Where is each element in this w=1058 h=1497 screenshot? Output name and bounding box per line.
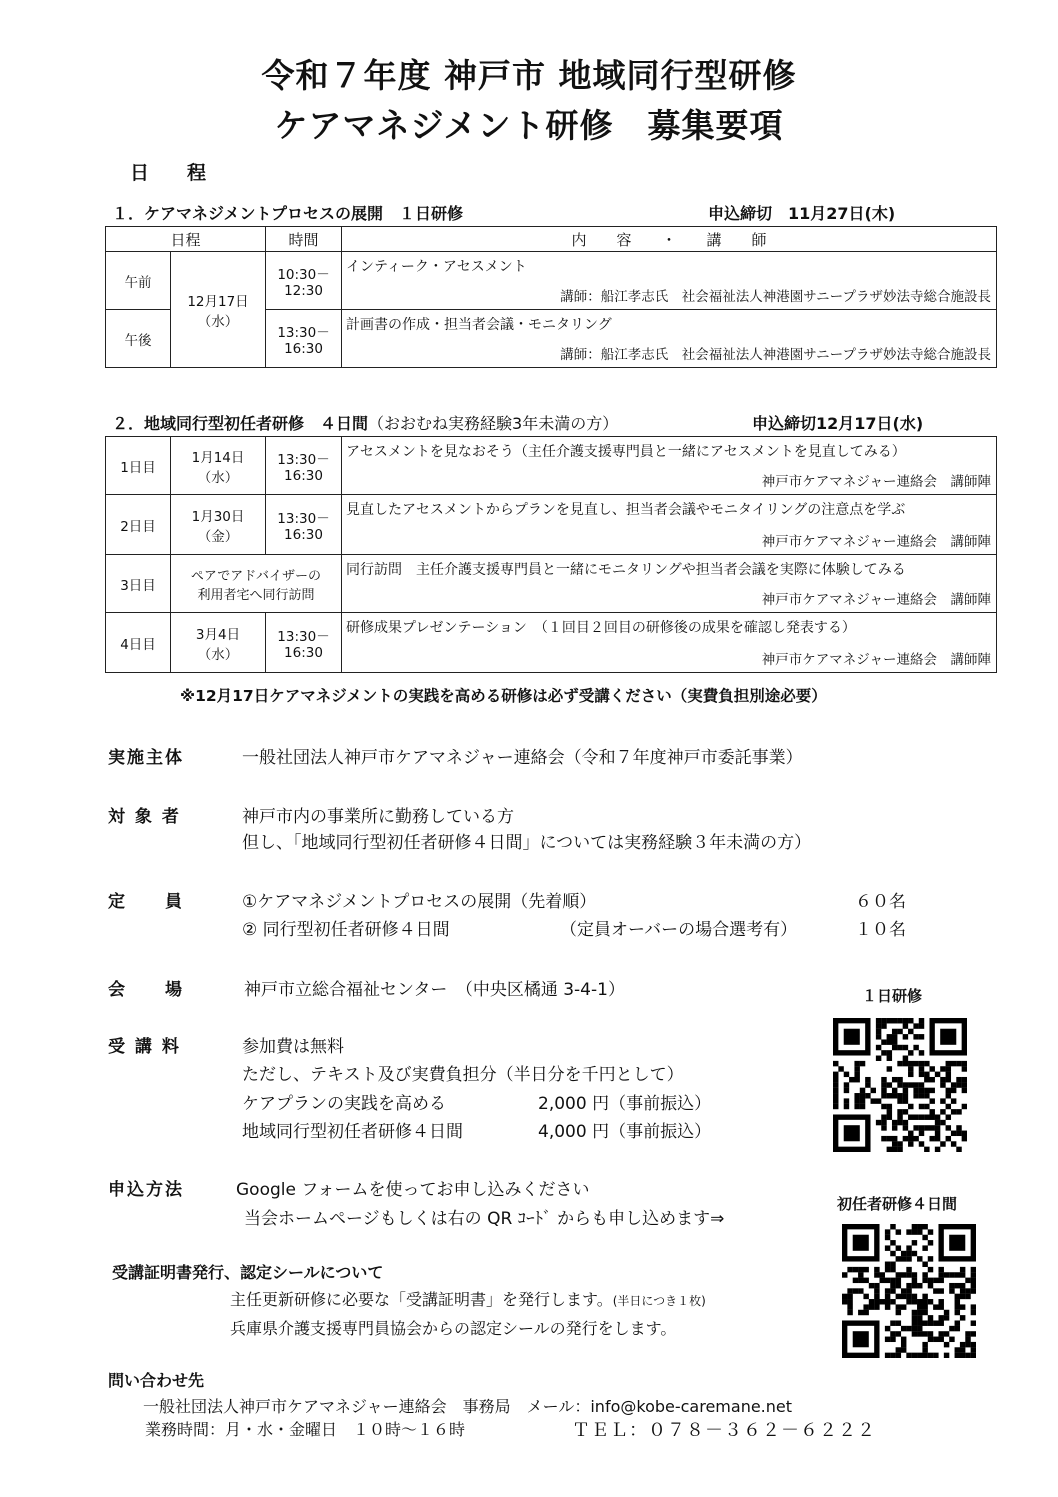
instructor-text: 神戸市ケアマネジャー連絡会 講師陣 xyxy=(761,534,991,550)
contact-heading: 問い合わせ先 xyxy=(108,1371,205,1390)
topic-text: 研修成果プレゼンテーション （１回目２回目の研修後の成果を確認し発表する） xyxy=(346,620,856,636)
time-end: 16:30 xyxy=(284,644,323,661)
section2-footnote: ※12月17日ケアマネジメントの実践を高める研修は必ず受講ください（実費負担別途必要） xyxy=(180,687,827,705)
weekday-text: （金） xyxy=(197,528,239,545)
fee-label: 受 講 料 xyxy=(108,1037,181,1057)
date-text: 3月4日 xyxy=(195,626,241,643)
contact-hours: 業務時間：月・水・金曜日 １０時～１６時 xyxy=(145,1420,466,1439)
fee-price-1: 2,000 円（事前振込） xyxy=(538,1094,712,1114)
date-cell xyxy=(171,495,266,555)
content-cell xyxy=(342,495,997,555)
target-text-1: 神戸市内の事業所に勤務している方 xyxy=(242,807,514,827)
certificate-line-2: 兵庫県介護支援専門員協会からの認定シールの発行をします。 xyxy=(230,1319,677,1338)
weekday-text: 利用者宅へ同行訪問 xyxy=(197,587,315,603)
topic-text: 見直したアセスメントからプランを見直し、担当者会議やモニタイリングの注意点を学ぶ xyxy=(346,502,906,518)
instructor-text: 講師：船江孝志氏 社会福祉法人神港園サニープラザ妙法寺総合施設長 xyxy=(560,289,992,305)
venue-text: 神戸市立総合福祉センター （中央区橘通 3-4-1） xyxy=(244,980,625,1000)
date-text: ペアでアドバイザーの xyxy=(190,568,322,584)
qr-code-1[interactable] xyxy=(833,1018,967,1152)
weekday-text: （水） xyxy=(197,469,239,486)
section2-heading-line xyxy=(112,411,618,434)
contact-line-1: 一般社団法人神戸市ケアマネジャー連絡会 事務局 メール：info@kobe-caremane.net xyxy=(143,1397,793,1416)
table-row xyxy=(106,252,997,310)
certificate-text-1: 主任更新研修に必要な「受講証明書」を発行します。 xyxy=(230,1290,613,1309)
time-end: 16:30 xyxy=(284,340,323,357)
instructor-text: 神戸市ケアマネジャー連絡会 講師陣 xyxy=(761,592,991,608)
time-end: 16:30 xyxy=(284,467,323,484)
header-time: 時間 xyxy=(266,227,342,252)
day-cell: 3日目 xyxy=(106,555,171,613)
capacity-text-1: ①ケアマネジメントプロセスの展開（先着順） xyxy=(242,892,597,912)
certificate-heading: 受講証明書発行、認定シールについて xyxy=(112,1263,384,1282)
content-cell xyxy=(342,437,997,495)
title-line-1: 令和７年度 神戸市 地域同行型研修 xyxy=(261,56,797,95)
section1-table xyxy=(105,226,997,368)
time-cell xyxy=(266,495,342,555)
date-text: 12月17日 xyxy=(187,293,249,310)
apply-text-2: 当会ホームページもしくは右の QR ｺｰﾄﾞ からも申し込めます⇒ xyxy=(244,1209,725,1229)
date-cell xyxy=(171,613,266,673)
time-cell xyxy=(266,252,342,310)
target-text-2: 但し、「地域同行型初任者研修４日間」については実務経験３年未満の方） xyxy=(242,833,812,853)
time-end: 16:30 xyxy=(284,526,323,543)
fee-item-1: ケアプランの実践を高める xyxy=(242,1094,446,1114)
qr-label-1: １日研修 xyxy=(862,987,923,1005)
period-cell: 午前 xyxy=(106,252,171,310)
certificate-note: (半日につき１枚) xyxy=(612,1294,706,1308)
day-cell: 4日目 xyxy=(106,613,171,673)
time-start: 13:30－ xyxy=(277,510,330,527)
time-start: 13:30－ xyxy=(277,324,330,341)
qr-label-2: 初任者研修４日間 xyxy=(837,1195,958,1213)
table-row xyxy=(106,613,997,673)
instructor-text: 神戸市ケアマネジャー連絡会 講師陣 xyxy=(761,652,991,668)
time-cell xyxy=(266,613,342,673)
topic-text: 計画書の作成・担当者会議・モニタリング xyxy=(346,317,612,333)
venue-label: 会 場 xyxy=(108,980,184,1000)
table-row xyxy=(106,555,997,613)
apply-label: 申込方法 xyxy=(108,1180,184,1200)
content-cell xyxy=(342,252,997,310)
topic-text: インティーク・アセスメント xyxy=(346,259,527,275)
organizer-label: 実施主体 xyxy=(108,748,184,768)
period-cell: 午後 xyxy=(106,310,171,368)
content-cell xyxy=(342,613,997,673)
instructor-text: 神戸市ケアマネジャー連絡会 講師陣 xyxy=(761,474,991,490)
table-row xyxy=(106,495,997,555)
organizer-text: 一般社団法人神戸市ケアマネジャー連絡会（令和７年度神戸市委託事業） xyxy=(242,748,803,768)
section1-deadline: 申込締切 11月27日(木) xyxy=(708,204,896,223)
capacity-note-2: （定員オーバーの場合選考有） xyxy=(560,920,798,940)
target-label: 対 象 者 xyxy=(108,807,181,827)
time-start: 10:30－ xyxy=(277,266,330,283)
day-cell: 2日目 xyxy=(106,495,171,555)
date-cell xyxy=(171,252,266,368)
qr-code-2[interactable] xyxy=(842,1224,976,1358)
time-start: 13:30－ xyxy=(277,451,330,468)
instructor-text: 講師：船江孝志氏 社会福祉法人神港園サニープラザ妙法寺総合施設長 xyxy=(560,347,992,363)
certificate-line-1 xyxy=(230,1287,706,1310)
schedule-heading: 日 程 xyxy=(130,162,207,184)
fee-text-1: 参加費は無料 xyxy=(242,1037,344,1057)
section2-table xyxy=(105,436,997,673)
capacity-num-1: ６０名 xyxy=(855,892,906,912)
capacity-label: 定 員 xyxy=(108,892,184,912)
section1-heading: １．ケアマネジメントプロセスの展開 １日研修 xyxy=(112,204,464,223)
header-content: 内 容 ・ 講 師 xyxy=(342,227,997,252)
contact-tel: ＴＥＬ：０７８－３６２－６２２２ xyxy=(572,1420,876,1441)
time-end: 12:30 xyxy=(284,282,323,299)
topic-text: 同行訪問 主任介護支援専門員と一緒にモニタリングや担当者会議を実際に体験してみる xyxy=(346,562,906,578)
date-text: 1月30日 xyxy=(191,508,245,525)
apply-text-1: Google フォームを使ってお申し込みください xyxy=(236,1180,590,1200)
section2-note: （おおむね実務経験3年未満の方） xyxy=(368,414,619,433)
section2-heading: ２．地域同行型初任者研修 ４日間 xyxy=(112,414,369,433)
content-cell xyxy=(342,310,997,368)
weekday-text: （水） xyxy=(197,646,239,663)
fee-price-2: 4,000 円（事前振込） xyxy=(538,1122,712,1142)
date-text: 1月14日 xyxy=(191,449,245,466)
section1-header-row xyxy=(106,227,997,252)
time-cell xyxy=(266,310,342,368)
table-row xyxy=(106,437,997,495)
time-start: 13:30－ xyxy=(277,628,330,645)
fee-item-2: 地域同行型初任者研修４日間 xyxy=(242,1122,463,1142)
title-line-2: ケアマネジメント研修 募集要項 xyxy=(274,106,784,145)
capacity-num-2: １０名 xyxy=(855,920,906,940)
day-cell: 1日目 xyxy=(106,437,171,495)
section2-deadline: 申込締切12月17日(水) xyxy=(752,414,924,433)
weekday-text: （水） xyxy=(197,313,239,330)
content-cell xyxy=(342,555,997,613)
date-cell xyxy=(171,555,342,613)
time-cell xyxy=(266,437,342,495)
capacity-text-2: ② 同行型初任者研修４日間 xyxy=(242,920,450,940)
date-cell xyxy=(171,437,266,495)
fee-text-2: ただし、テキスト及び実費負担分（半日分を千円として） xyxy=(242,1065,684,1085)
header-schedule: 日程 xyxy=(106,227,266,252)
topic-text: アセスメントを見なおそう（主任介護支援専門員と一緒にアセスメントを見直してみる） xyxy=(346,444,906,460)
